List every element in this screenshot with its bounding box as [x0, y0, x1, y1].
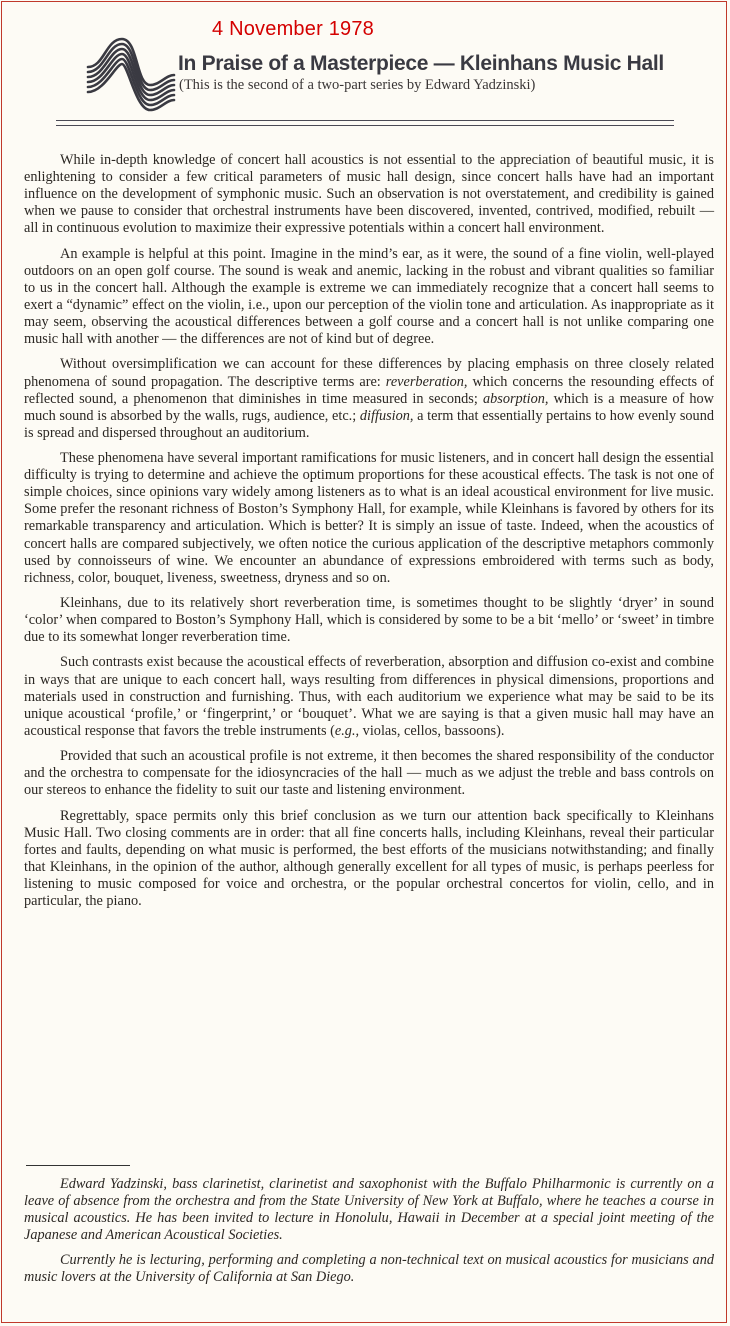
example-abbrev: e.g., — [334, 722, 360, 739]
article-subtitle: (This is the second of a two-part series by Edward Yadzinski) — [179, 77, 536, 93]
paragraph-3 — [24, 356, 714, 441]
term-absorption: absorption, — [482, 390, 549, 407]
paragraph-6-tail: violas, cellos, bassoons). — [362, 722, 505, 739]
author-current-work: Currently he is lecturing, performing and completing a non-technical text on musical acoustics for musicians and music lovers at the University of California at San Diego. — [24, 1252, 714, 1286]
paragraph-6-main: Such contrasts exist because the acoustical effects of reverberation, absorption and diffusion co-exist and combine in ways that are unique to each concert hall, ways resulting from differences in physical dimensions, proportions and materials used in construction and furnishing. Thus, with each auditorium we experience what may be said to be its unique acoustical ‘profile,’ or ‘fingerprint,’ or ‘bouquet’. What we are saying is that a given music hall may have an acoustical response that favors the treble instruments — [24, 654, 714, 739]
paragraph-3-intro: Without oversimplification we can account for these differences by placing emphasis on three closely related phenomena of sound propagation. The descriptive terms are: — [24, 356, 714, 390]
definition-diffusion: a term that essentially pertains to how evenly sound is spread and dispersed throughout an auditorium. — [24, 407, 714, 441]
paragraph-6: Such contrasts exist because the acoustical effects of reverberation, absorption and diffusion co-exist and combine in ways that are unique to each concert hall, ways resulting from differences in physical dimensions, proportions and materials used in construction and furnishing. Thus, with each auditorium we experience what may be said to be its unique acoustical ‘profile,’ or ‘fingerprint,’ or ‘bouquet’. What we are saying is that a given music hall may have an acoustical response that favors the treble instruments (e.g., violas, cellos, bassoons). — [24, 654, 714, 739]
paragraph-2: An example is helpful at this point. Imagine in the mind’s ear, as it were, the sound of a fine violin, well-played outdoors on an open golf course. The sound is weak and anemic, lacking in the robust and vibrant qualities so familiar to us in the concert hall. Although the example is extreme we can immediately recognize that a concert hall seems to exert a “dynamic” effect on the violin, i.e., upon our perception of the violin tone and articulation. As inappropriate as it may seem, observing the acoustical differences between a golf course and a concert hall is not unlike comparing one music hall with another — the differences are not of kind but of degree. — [24, 245, 714, 348]
header-rule-top — [56, 120, 674, 121]
paragraph-4: These phenomena have several important ramifications for music listeners, and in concert hall design the essential difficulty is trying to determine and achieve the optimum proportions for these acoustical effects. The task is not one of simple choices, since opinions vary widely among listeners as to what is an ideal acoustical environment for live music. Some prefer the resonant richness of Boston’s Symphony Hall, for example, while Kleinhans is favored by others for its remarkable transparency and articulation. Which is better? It is simply an issue of taste. Indeed, when the acoustics of concert halls are compared subjectively, we often notice the curious application of the descriptive metaphors commonly used by connoisseurs of wine. We encounter an abundance of expressions embroidered with terms such as body, richness, color, bouquet, liveness, sweetness, dryness and so on. — [24, 450, 714, 586]
paragraph-8: Regrettably, space permits only this brief conclusion as we turn our attention back specifically to Kleinhans Music Hall. Two closing comments are in order: that all fine concerts halls, including Kleinhans, reveal their particular fortes and faults, depending on what music is performed, the best efforts of the musicians notwithstanding; and finally that Kleinhans, in the opinion of the author, although generally excellent for all types of music, is perhaps peerless for listening to music composed for voice and orchestra, or the popular orchestral concertos for violin, cello, and in particular, the piano. — [24, 807, 714, 910]
paragraph-5: Kleinhans, due to its relatively short reverberation time, is sometimes thought to be slightly ‘dryer’ in sound ‘color’ when compared to Boston’s Symphony Hall, which is considered by some to be a bit ‘mello’ or ‘sweet’ in timbre due to its somewhat longer reverberation time. — [24, 595, 714, 646]
date-heading: 4 November 1978 — [212, 18, 374, 40]
author-notes — [24, 1176, 714, 1295]
footnote-separator — [26, 1165, 130, 1166]
definition-reverberation: which concerns the resounding effects of reflected sound, a phenomenon that diminishes in time measured in seconds; — [24, 373, 715, 407]
article-title: In Praise of a Masterpiece — Kleinhans Music Hall — [178, 52, 664, 75]
definition-absorption: which is a measure of how much sound is absorbed by the walls, rugs, audience, etc.; — [24, 390, 715, 424]
author-bio: Edward Yadzinski, bass clarinetist, clarinetist and saxophonist with the Buffalo Philharmonic is currently on a leave of absence from the orchestra and from the State University of New York at Buffalo, where he teaches a course in musical acoustics. He has been invited to lecture in Honolulu, Hawaii in December at a special joint meeting of the Japanese and American Acoustical Societies. — [24, 1176, 714, 1244]
term-reverberation: reverberation, — [385, 373, 468, 390]
paragraph-1: While in-depth knowledge of concert hall acoustics is not essential to the appreciation of beautiful music, it is enlightening to consider a few critical parameters of music hall design, since concert halls have had an important influence on the development of symphonic music. Such an observation is not overstatement, and credibility is gained when we pause to consider that orchestral instruments have been discovered, invented, contrived, modified, rebuilt — all in continuous evolution to maximize their expressive potentials within a concert hall environment. — [24, 152, 714, 237]
wave-stripes-logo — [86, 32, 176, 114]
term-diffusion: diffusion, — [359, 407, 414, 424]
article-body — [24, 152, 714, 910]
paragraph-7: Provided that such an acoustical profile is not extreme, it then becomes the shared responsibility of the conductor and the orchestra to compensate for the idiosyncracies of the hall — much as we adjust the treble and bass controls on our stereos to enhance the fidelity to suit our taste and listening environment. — [24, 748, 714, 799]
header-rule-bottom — [56, 125, 674, 126]
